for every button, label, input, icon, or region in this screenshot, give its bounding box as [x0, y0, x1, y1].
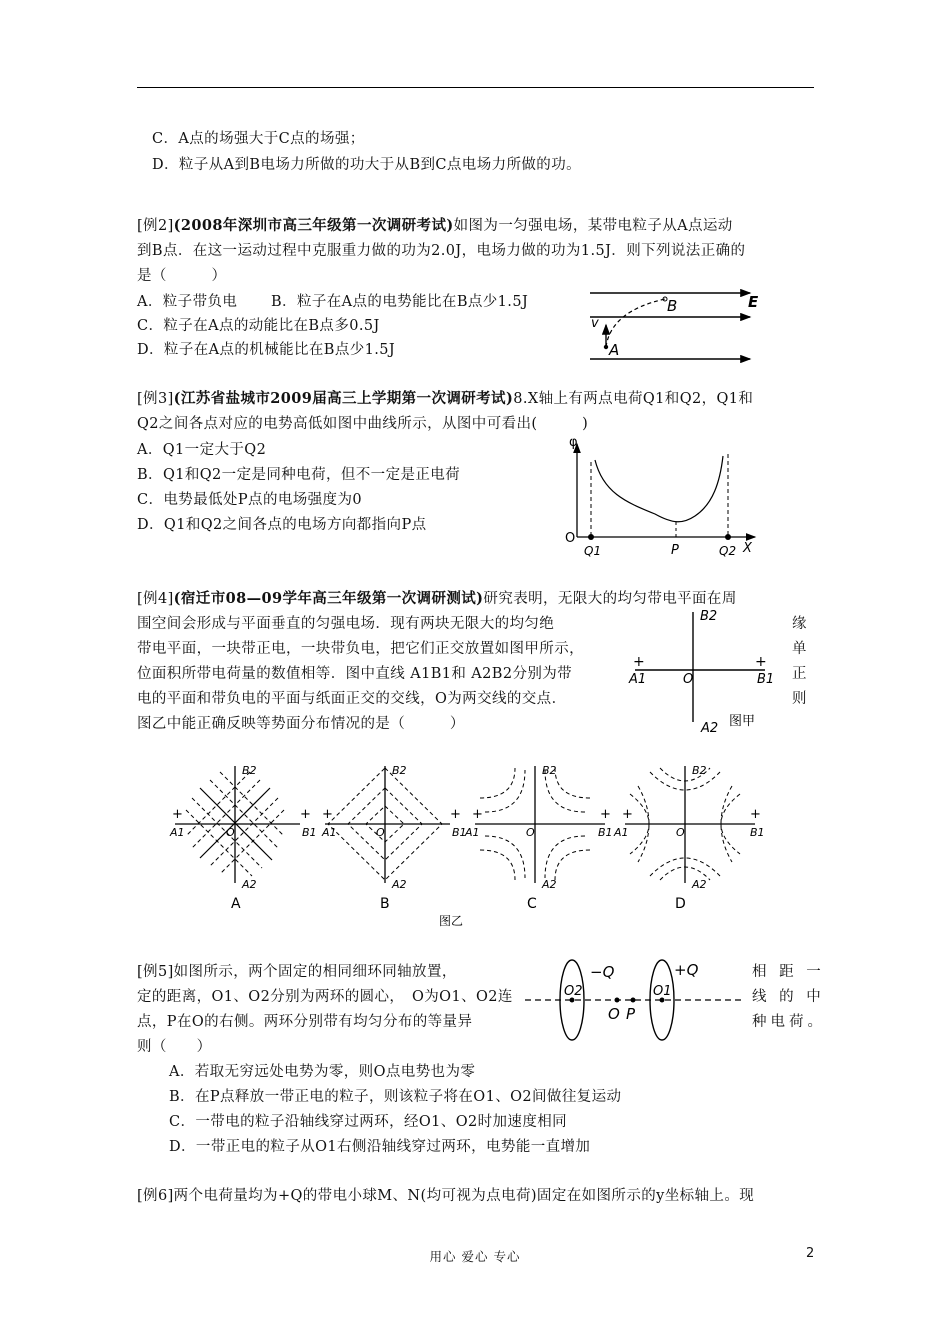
ex4-line3: 带电平面，一块带正电，一块带负电，把它们正交放置如图甲所示， [137, 641, 584, 657]
ex3-potential-graph [565, 432, 765, 560]
label-o: O [226, 826, 235, 839]
ex2-figure [585, 285, 765, 370]
ex5-rings-figure [520, 955, 745, 1045]
label-o2: O2 [564, 984, 583, 999]
label-o: O [565, 531, 576, 546]
label-a: A [609, 341, 620, 359]
label-p: P [671, 543, 679, 558]
ex3-option-a: A．Q1一定大于Q2 [137, 442, 267, 458]
plus-sign: + [472, 807, 483, 822]
charge-q2 [725, 534, 731, 540]
label-a2: A2 [392, 878, 407, 891]
ex5-line2: 定的距离，O1、O2分别为两环的圆心， O为O1、O2连 [137, 989, 513, 1005]
plus-sign: + [622, 807, 633, 822]
choice-a-label: A [231, 896, 241, 912]
label-a2: A2 [692, 878, 707, 891]
label-phi: φ [569, 435, 578, 450]
label-p: P [626, 1005, 636, 1023]
ex4-figure-yi [160, 758, 780, 933]
option-d-top: D．粒子从A到B电场力所做的功大于从B到C点电场力所做的功。 [152, 157, 581, 173]
ex3-source: (江苏省盐城市2009届高三上学期第一次调研考试) [173, 390, 514, 407]
potential-curve [595, 456, 723, 522]
label-b1: B1 [452, 826, 467, 839]
ex5-line1 [137, 962, 457, 982]
ex4-side-2: 单 [792, 641, 811, 657]
ex5-side-3: 种电荷。 [752, 1014, 826, 1030]
caption-jia: 图甲 [729, 714, 756, 729]
ex5-option-a: A．若取无穷远处电势为零，则O点电势也为零 [169, 1064, 476, 1080]
caption-yi: 图乙 [439, 914, 464, 928]
ex3-option-b: B．Q1和Q2一定是同种电荷，但不一定是正电荷 [137, 467, 461, 483]
label-o1: O1 [653, 984, 672, 999]
label-a2: A2 [242, 878, 257, 891]
ex4-side-3: 正 [792, 666, 811, 682]
ex4-tag: [例4] [137, 591, 174, 607]
ex5-side-2: 线 的 中 [752, 989, 825, 1005]
plus-sign: + [172, 807, 183, 822]
label-o: O [376, 826, 385, 839]
plus-sign: + [755, 654, 767, 670]
charge-q1 [588, 534, 594, 540]
ex5-text: 如图所示，两个固定的相同细环同轴放置， [173, 964, 457, 980]
ex4-line5: 电的平面和带负电的平面与纸面正交的交线，O为两交线的交点． [137, 691, 567, 707]
label-q1: Q1 [584, 544, 602, 558]
ex5-line3: 点，P在O的右侧。两环分别带有均匀分布的等量异 [137, 1014, 473, 1030]
label-o: O [608, 1005, 620, 1023]
ex3-tag: [例3] [137, 391, 174, 407]
ex4-side-1: 缘 [792, 616, 811, 632]
ex3-option-c: C．电势最低处P点的电场强度为0 [137, 492, 362, 508]
page-number: 2 [806, 1246, 815, 1261]
ex2-line3: 是（ ） [137, 268, 227, 284]
label-b1: B1 [598, 826, 613, 839]
ex5-option-c: C．一带电的粒子沿轴线穿过两环，经O1、O2时加速度相同 [169, 1114, 568, 1130]
label-o: O [526, 826, 535, 839]
label-q2: Q2 [719, 544, 737, 558]
ex5-tag: [例5] [137, 964, 174, 980]
label-a2: A2 [701, 721, 719, 736]
choice-c-label: C [527, 896, 537, 912]
label-a1: A1 [465, 826, 480, 839]
ex2-tag: [例2] [137, 218, 174, 234]
choice-d-label: D [675, 896, 686, 912]
ex4-line2: 围空间会形成与平面垂直的匀强电场．现有两块无限大的均匀绝 [137, 616, 555, 632]
point-a [604, 345, 608, 349]
label-o: O [683, 672, 694, 687]
label-e: E [748, 293, 759, 311]
ex2-option-b: B．粒子在A点的电势能比在B点少1.5J [271, 294, 529, 310]
label-neg-q: −Q [590, 963, 615, 981]
choice-d-diagram [625, 766, 755, 883]
trajectory [606, 299, 665, 347]
point-p [631, 998, 636, 1003]
ex3-option-d: D．Q1和Q2之间各点的电场方向都指向P点 [137, 517, 427, 533]
ex5-side-1: 相 距 一 [752, 964, 825, 980]
label-b2: B2 [692, 764, 707, 777]
choice-b-diagram [325, 766, 450, 883]
option-c-top: C．A点的场强大于C点的场强； [152, 131, 365, 147]
choice-c-diagram [475, 766, 605, 883]
plus-sign: + [600, 807, 611, 822]
ex4-line4: 位面积所带电荷量的数值相等．图中直线 A1B1和 A2B2分别为带 [137, 666, 573, 682]
label-b1: B1 [302, 826, 317, 839]
choice-a-diagram [175, 766, 300, 883]
point-o [615, 998, 620, 1003]
ex6-tag: [例6] [137, 1188, 174, 1204]
label-b2: B2 [242, 764, 257, 777]
label-a1: A1 [170, 826, 185, 839]
plus-sign: + [322, 807, 333, 822]
ex2-option-c: C．粒子在A点的动能比在B点多0.5J [137, 318, 380, 334]
label-b: B [667, 297, 678, 315]
label-pos-q: +Q [674, 961, 699, 979]
label-a1: A1 [629, 672, 647, 687]
ex2-option-a: A．粒子带负电 [137, 294, 238, 310]
label-a1: A1 [614, 826, 629, 839]
ex5-option-b: B．在P点释放一带正电的粒子，则该粒子将在O1、O2间做往复运动 [169, 1089, 622, 1105]
ex2-line1 [137, 216, 733, 236]
footer-text: 用心 爱心 专心 [429, 1249, 521, 1264]
ex4-text: 研究表明，无限大的均匀带电平面在周 [483, 591, 737, 607]
plus-sign: + [750, 807, 761, 822]
ex5-line4: 则（ ） [137, 1039, 212, 1055]
ex6-text: 两个电荷量均为+Q的带电小球M、N(均可视为点电荷)固定在如图所示的y坐标轴上。现 [173, 1188, 755, 1204]
ex4-source: (宿迁市08—09学年高三年级第一次调研测试) [173, 590, 484, 607]
ex6-line1 [137, 1186, 754, 1206]
label-b2: B2 [542, 764, 557, 777]
label-b2: B2 [392, 764, 407, 777]
ex3-line2: Q2之间各点对应的电势高低如图中曲线所示，从图中可看出( ) [137, 416, 589, 432]
label-x: X [743, 541, 752, 556]
label-o: O [676, 826, 685, 839]
ex4-side-4: 则 [792, 691, 811, 707]
label-b1: B1 [757, 672, 775, 687]
ex2-option-d: D．粒子在A点的机械能比在B点少1.5J [137, 342, 396, 358]
label-v: v [591, 316, 599, 331]
ex5-option-d: D．一带正电的粒子从O1右侧沿轴线穿过两环，电势能一直增加 [169, 1139, 591, 1155]
choice-b-label: B [380, 896, 390, 912]
plus-sign: + [300, 807, 311, 822]
ex2-source: (2008年深圳市高三年级第一次调研考试) [173, 217, 454, 234]
ex2-line2: 到B点．在这一运动过程中克服重力做的功为2.0J，电场力做的功为1.5J．则下列说法正确的 [137, 243, 746, 259]
ex4-line6: 图乙中能正确反映等势面分布情况的是（ ） [137, 716, 465, 732]
label-b1: B1 [750, 826, 765, 839]
ex2-text: 如图为一匀强电场，某带电粒子从A点运动 [453, 218, 733, 234]
label-a2: A2 [542, 878, 557, 891]
label-a1: A1 [322, 826, 337, 839]
header-rule [137, 87, 814, 88]
ex3-line1 [137, 389, 753, 409]
plus-sign: + [450, 807, 461, 822]
ex4-figure-jia [625, 604, 785, 739]
label-b2: B2 [700, 609, 718, 624]
plus-sign: + [633, 654, 645, 670]
ex3-text: 8.X轴上有两点电荷Q1和Q2，Q1和 [513, 391, 754, 407]
